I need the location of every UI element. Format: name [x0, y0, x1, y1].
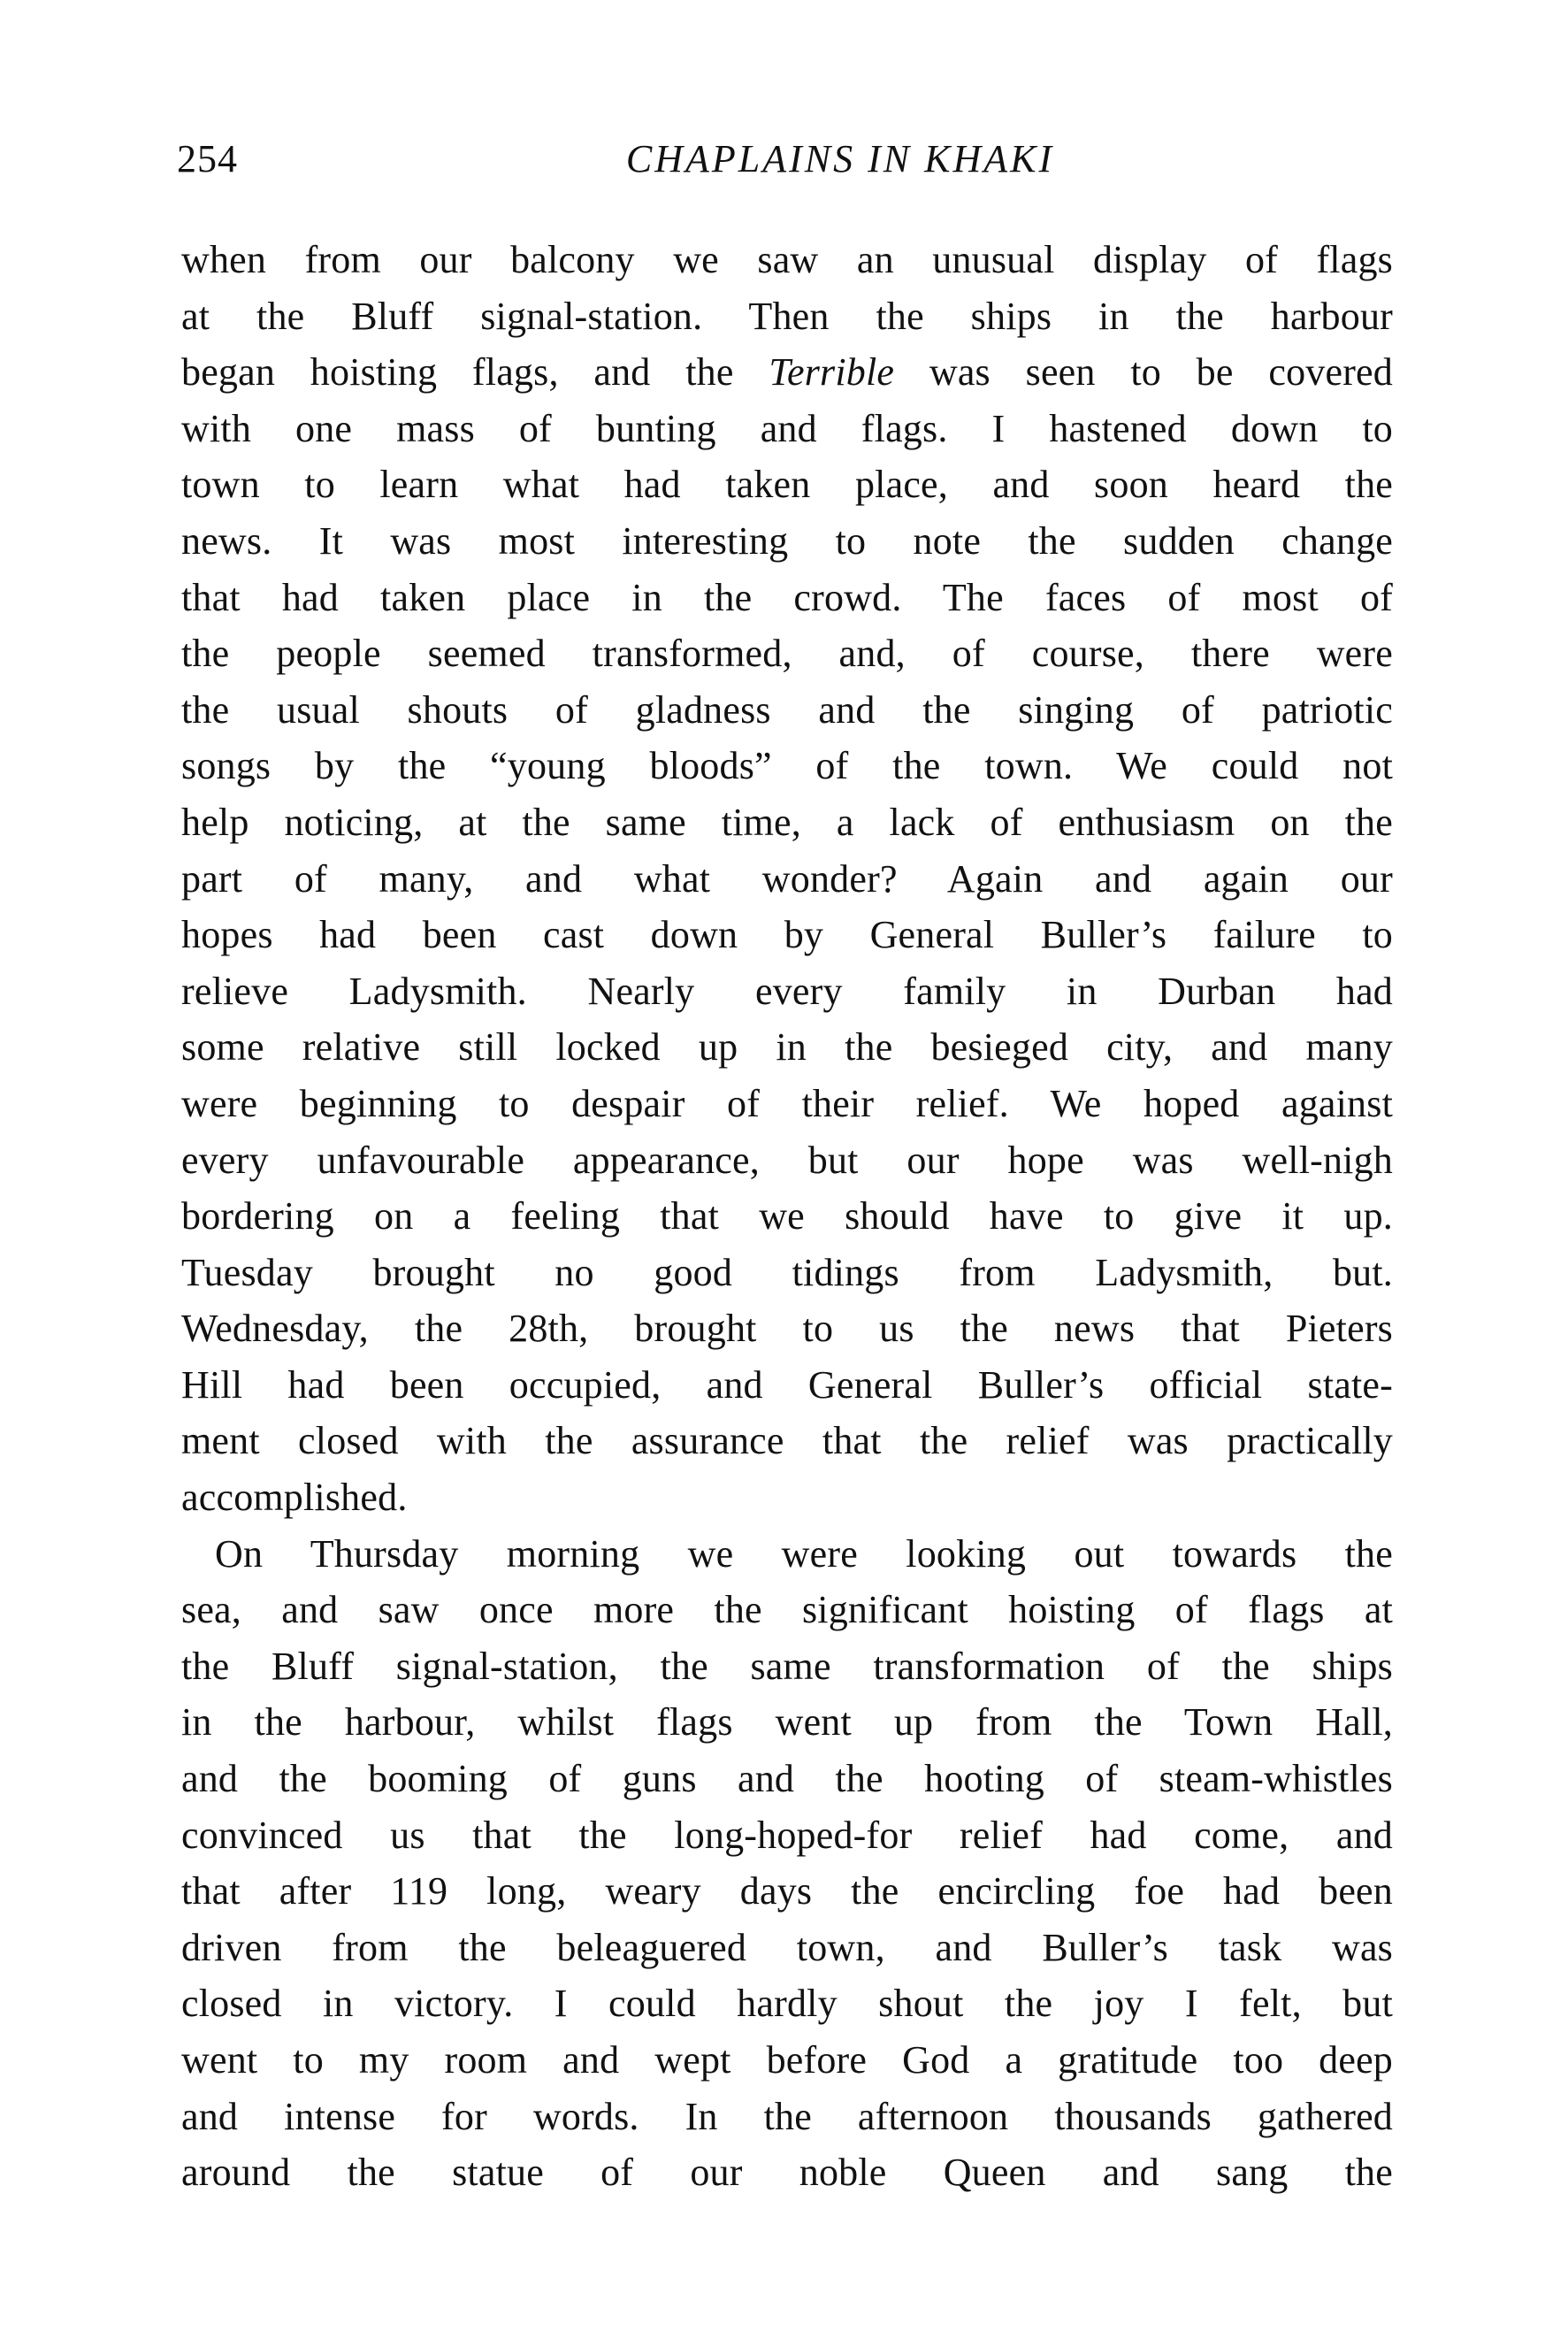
text-line: sea, and saw once more the significant hoisting of flags at [181, 1588, 1393, 1632]
text-line: in the harbour, whilst flags went up from the Town Hall, [181, 1700, 1393, 1745]
text-line: at the Bluff signal-station. Then the ships in the harbour [181, 294, 1393, 338]
text-line: every unfavourable appearance, but our hope was well-nigh [181, 1138, 1393, 1182]
text-line: closed in victory. I could hardly shout the joy I felt, but [181, 1982, 1393, 2026]
text-line: the Bluff signal-station, the same transformation of the ships [181, 1644, 1393, 1688]
text-line: convinced us that the long-hoped-for relief had come, and [181, 1813, 1393, 1857]
text-line: Hill had been occupied, and General Buller’s official state- [181, 1362, 1393, 1407]
text-line: and intense for words. In the afternoon thousands gathered [181, 2094, 1393, 2138]
text-line: accomplished. [181, 1476, 408, 1520]
text-line: the usual shouts of gladness and the singing of patriotic [181, 687, 1393, 732]
text-line: went to my room and wept before God a gratitude too deep [181, 2038, 1393, 2082]
text-line: part of many, and what wonder? Again and again our [181, 856, 1393, 901]
text-line: ment closed with the assurance that the relief was practically [181, 1419, 1393, 1463]
text-segment: was seen to be covered [894, 350, 1393, 395]
text-line: around the statue of our noble Queen and sang the [181, 2151, 1393, 2195]
text-line: town to learn what had taken place, and soon heard the [181, 463, 1393, 507]
text-line [181, 344, 1393, 401]
running-head [177, 133, 1397, 195]
text-line: that after 119 long, weary days the encircling foe had been [181, 1869, 1393, 1913]
text-line: songs by the “young bloods” of the town. We could not [181, 744, 1393, 788]
text-line: driven from the beleaguered town, and Buller’s task was [181, 1925, 1393, 1969]
text-line: that had taken place in the crowd. The faces of most of [181, 575, 1393, 619]
text-line: help noticing, at the same time, a lack of enthusiasm on the [181, 800, 1393, 844]
text-segment: began hoisting flags, and the [181, 350, 769, 395]
running-title: CHAPLAINS IN KHAKI [625, 137, 1055, 180]
text-line: with one mass of bunting and flags. I hastened down to [181, 406, 1393, 450]
body-text [181, 232, 1393, 2201]
text-line: and the booming of guns and the hooting of steam-whistles [181, 1757, 1393, 1801]
page-number: 254 [177, 137, 238, 180]
text-line: hopes had been cast down by General Buller’s failure to [181, 913, 1393, 957]
text-line: some relative still locked up in the besieged city, and many [181, 1025, 1393, 1070]
text-line: the people seemed transformed, and, of course, there were [181, 632, 1393, 676]
text-line: news. It was most interesting to note the sudden change [181, 518, 1393, 563]
text-line: relieve Ladysmith. Nearly every family in Durban had [181, 969, 1393, 1013]
italic-ship-name: Terrible [769, 350, 895, 395]
text-line: Wednesday, the 28th, brought to us the news that Pieters [181, 1307, 1393, 1351]
text-line: On Thursday morning we were looking out towards the [215, 1531, 1393, 1576]
text-line: bordering on a feeling that we should have to give it up. [181, 1194, 1393, 1239]
text-line: were beginning to despair of their relief. We hoped against [181, 1081, 1393, 1125]
text-line: Tuesday brought no good tidings from Ladysmith, but. [181, 1250, 1393, 1294]
text-line: when from our balcony we saw an unusual display of flags [181, 238, 1393, 281]
